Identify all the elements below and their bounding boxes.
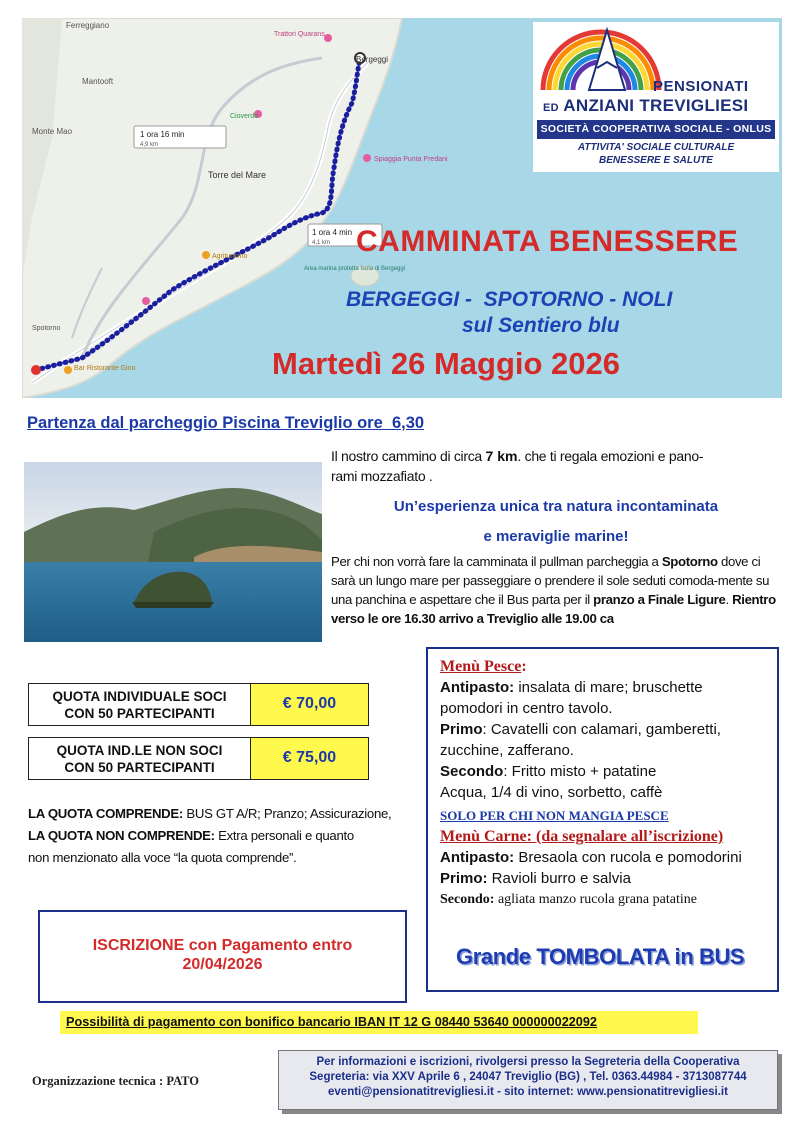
details-return: Rientro verso le ore 16.30 arrivo a Treviglio alle 19.00 ca xyxy=(331,592,776,626)
start-pin xyxy=(31,365,41,375)
price-non-members-label xyxy=(29,738,251,779)
registration-bold: ISCRIZIONE xyxy=(92,937,185,954)
logo-line-1: PENSIONATI xyxy=(653,78,749,95)
registration-rest: con Pagamento entro xyxy=(184,937,353,954)
menu-fish-primo-text: : Cavatelli con calamari, gamberetti, xyxy=(482,721,721,738)
price-non-members-label-2: CON 50 PARTECIPANTI xyxy=(64,760,215,775)
menu-meat-antipasto xyxy=(440,847,777,868)
details-text-c: . xyxy=(725,592,733,607)
map-label-mantooft: Mantooft xyxy=(82,77,114,86)
details-lunch: pranzo a Finale Ligure xyxy=(593,592,726,607)
coastline-photo-graphic xyxy=(24,462,322,642)
menu-meat-primo xyxy=(440,868,777,889)
fee-excludes-label: LA QUOTA NON COMPRENDE: xyxy=(28,828,215,843)
menu-meat-primo-label: Primo: xyxy=(440,870,488,887)
map-label-ferreggiano: Ferreggiano xyxy=(66,21,110,30)
price-members-label-2: CON 50 PARTECIPANTI xyxy=(64,706,215,721)
badge2-dist: 4,1 km xyxy=(312,240,331,246)
route-time-badge-1 xyxy=(134,126,226,148)
event-path: sul Sentiero blu xyxy=(462,314,620,337)
intro-text-b: . che ti regala emozioni e pano- xyxy=(517,448,704,464)
menu-fish-antipasto-2: pomodori in centro tavolo. xyxy=(440,700,613,717)
contact-line-3: eventi@pensionatitrevigliesi.it - sito internet: www.pensionatitrevigliesi.it xyxy=(328,1086,728,1098)
logo-line-2 xyxy=(543,96,748,116)
menu-fish-secondo-label: Secondo xyxy=(440,763,504,780)
menu-fish-antipasto-text: insalata di mare; bruschette xyxy=(514,679,703,696)
menu-meat-antipasto-label: Antipasto: xyxy=(440,849,515,866)
menu-fish-antipasto-label: Antipasto: xyxy=(440,679,515,696)
event-route: BERGEGGI - SPOTORNO - NOLI xyxy=(346,288,673,311)
menu-meat-secondo-label: Secondo: xyxy=(440,892,495,907)
contact-info-box xyxy=(278,1050,778,1110)
highlight-line-2: e meraviglie marine! xyxy=(483,528,629,545)
badge1-time: 1 ora 16 min xyxy=(140,130,185,139)
registration-date: 20/04/2026 xyxy=(182,956,263,973)
details-text-a: Per chi non vorrà fare la camminata il pullman parcheggia a xyxy=(331,554,662,569)
menu-fish-header: Menù Pesce xyxy=(440,658,522,675)
menu-box xyxy=(426,647,779,992)
map-label-torre: Torre del Mare xyxy=(208,170,267,180)
details-text-b: dove ci sarà un lungo mare per passeggiare o prendere il sole seduti comoda-mente su una panchina e aspettare che il Bus parta per il xyxy=(331,554,770,607)
poi-pin xyxy=(324,34,332,42)
menu-meat-header: Menù Carne: (da segnalare all’iscrizione) xyxy=(440,828,724,845)
contact-line-1: Per informazioni e iscrizioni, rivolgersi presso la Segreteria della Cooperativa xyxy=(316,1056,740,1068)
registration-box xyxy=(38,910,407,1003)
details-paragraph xyxy=(331,552,783,628)
map-label-spotorno: Spotorno xyxy=(32,325,61,332)
poi-pin xyxy=(64,366,72,374)
menu-fish-primo-2: zucchine, zafferano. xyxy=(440,742,574,759)
menu-meat-antipasto-text: Bresaola con rucola e pomodorini xyxy=(514,849,742,866)
highlight-text xyxy=(331,492,781,552)
menu-fish-extra: Acqua, 1/4 di vino, sorbetto, caffè xyxy=(440,784,663,801)
highlight-line-1: Un’esperienza unica tra natura incontaminata xyxy=(393,498,719,515)
registration-line-1 xyxy=(40,936,405,955)
fee-includes-label: LA QUOTA COMPRENDE: xyxy=(28,806,183,821)
fee-includes-text: BUS GT A/R; Pranzo; Assicurazione, xyxy=(182,806,392,821)
fee-excludes-line xyxy=(28,825,418,847)
fee-excludes-line-2: non menzionato alla voce “la quota comprende”. xyxy=(28,850,297,865)
menu-fish-primo xyxy=(440,719,777,740)
price-members-label-1: QUOTA INDIVIDUALE SOCI xyxy=(52,689,227,704)
poi-pin xyxy=(142,297,150,305)
menu-note: SOLO PER CHI NON MANGIA PESCE xyxy=(440,808,669,823)
menu-meat-secondo-text: agliata manzo rucola grana patatine xyxy=(494,892,697,907)
intro-paragraph xyxy=(331,446,781,486)
event-title: CAMMINATA BENESSERE xyxy=(356,225,739,258)
menu-fish-secondo xyxy=(440,761,777,782)
map-label-agriturismo: Agriturismo xyxy=(212,253,248,260)
event-date: Martedì 26 Maggio 2026 xyxy=(272,346,621,381)
poi-pin xyxy=(202,251,210,259)
menu-meat-secondo xyxy=(440,889,777,910)
coastline-photo xyxy=(24,462,322,642)
price-non-members-value: € 75,00 xyxy=(251,738,368,779)
menu-fish-primo-label: Primo xyxy=(440,721,483,738)
menu-fish-heading xyxy=(440,656,777,677)
poi-pin xyxy=(363,154,371,162)
tombola-banner: Grande TOMBOLATA in BUS xyxy=(456,944,745,969)
intro-text-a: Il nostro cammino di circa xyxy=(331,448,486,464)
land-area xyxy=(22,18,402,398)
map-label-trattori: Trattori Quarans xyxy=(274,31,325,38)
payment-info: Possibilità di pagamento con bonifico bancario IBAN IT 12 G 08440 53640 000000022092 xyxy=(60,1011,698,1034)
details-spotorno: Spotorno xyxy=(661,554,718,569)
cooperative-logo xyxy=(533,22,779,172)
map-label-spiaggia: Spiaggia Punta Predani xyxy=(374,156,448,163)
registration-text xyxy=(40,936,405,974)
price-non-members-label-1: QUOTA IND.LE NON SOCI xyxy=(56,743,223,758)
price-members xyxy=(28,683,369,726)
map-label-bergeggi: Bergeggi xyxy=(356,55,389,64)
menu-fish-colon: : xyxy=(521,658,527,675)
technical-organization: Organizzazione tecnica : PATO xyxy=(32,1074,199,1088)
fee-includes xyxy=(28,803,418,869)
price-non-members xyxy=(28,737,369,780)
price-members-value: € 70,00 xyxy=(251,684,368,725)
menu-fish-antipasto xyxy=(440,677,777,698)
fee-includes-line xyxy=(28,803,418,825)
badge1-dist: 4,9 km xyxy=(140,142,159,148)
fee-excludes-text: Extra personali e quanto xyxy=(214,828,354,843)
departure-info: Partenza dal parcheggio Piscina Treviglio ore 6,30 xyxy=(27,414,425,432)
logo-line-2-main: ANZIANI TREVIGLIESI xyxy=(563,96,749,115)
logo-subtitle-2: BENESSERE E SALUTE xyxy=(599,155,713,166)
badge2-time: 1 ora 4 min xyxy=(312,228,353,237)
menu-meat-primo-text: Ravioli burro e salvia xyxy=(487,870,631,887)
map-label-bar-gino: Bar Ristorante Gino xyxy=(74,365,136,372)
map-label-cioverde: Cioverde xyxy=(230,113,259,120)
logo-subtitle-1: ATTIVITA' SOCIALE CULTURALE xyxy=(577,142,735,153)
map-label-monte-mao: Monte Mao xyxy=(32,127,73,136)
intro-distance: 7 km xyxy=(485,448,518,464)
contact-line-2: Segreteria: via XXV Aprile 6 , 24047 Treviglio (BG) , Tel. 0363.44984 - 3713087744 xyxy=(309,1071,747,1083)
price-members-label xyxy=(29,684,251,725)
menu-fish-secondo-text: : Fritto misto + patatine xyxy=(503,763,657,780)
logo-band: SOCIETÀ COOPERATIVA SOCIALE - ONLUS xyxy=(537,120,775,139)
map-label-area-marina: Area marina protetta Isola di Bergeggi xyxy=(304,266,406,272)
intro-text-c: rami mozzafiato . xyxy=(331,468,433,484)
logo-line-2-small: ED xyxy=(543,102,559,114)
